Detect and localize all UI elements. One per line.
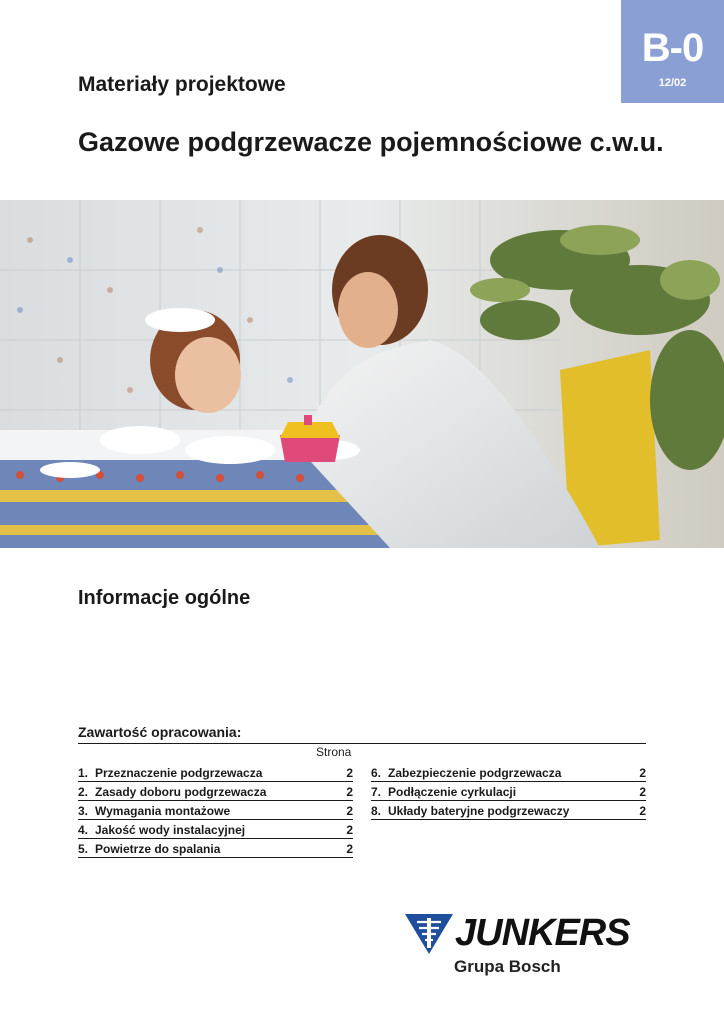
toc-page-column-header: Strona bbox=[316, 745, 352, 759]
toc-entry-page: 2 bbox=[346, 785, 353, 799]
toc-entry-label: Powietrze do spalania bbox=[95, 842, 221, 856]
toc-entry bbox=[371, 782, 646, 801]
brand-name: JUNKERS bbox=[455, 912, 630, 954]
document-title: Gazowe podgrzewacze pojemnościowe c.w.u. bbox=[78, 127, 664, 157]
document-date: 12/02 bbox=[658, 77, 687, 89]
document-code-badge bbox=[621, 0, 724, 103]
toc-entry-label: Przeznaczenie podgrzewacza bbox=[95, 766, 263, 780]
toc-entry-label: Zabezpieczenie podgrzewacza bbox=[388, 766, 562, 780]
toc-entry-page: 2 bbox=[346, 804, 353, 818]
toc-entry bbox=[78, 763, 353, 782]
toc-entry-label: Układy bateryjne podgrzewaczy bbox=[388, 804, 570, 818]
toc-divider bbox=[78, 743, 646, 744]
toc-entry bbox=[78, 801, 353, 820]
toc-left-column bbox=[78, 763, 353, 858]
toc-entry-number: 7. bbox=[371, 785, 382, 799]
toc-entry-number: 2. bbox=[78, 785, 89, 799]
toc-entry-number: 1. bbox=[78, 766, 89, 780]
toc-entry-number: 6. bbox=[371, 766, 382, 780]
toc-entry-page: 2 bbox=[346, 766, 353, 780]
toc-entry-number: 8. bbox=[371, 804, 382, 818]
toc-entry-label: Jakość wody instalacyjnej bbox=[95, 823, 246, 837]
toc-entry-number: 3. bbox=[78, 804, 89, 818]
toc-entry-label: Zasady doboru podgrzewacza bbox=[95, 785, 267, 799]
toc-right-column bbox=[371, 763, 646, 820]
toc-entry-number: 4. bbox=[78, 823, 89, 837]
toc-entry-page: 2 bbox=[346, 823, 353, 837]
bathroom-photo-icon bbox=[0, 200, 724, 548]
toc-entry-page: 2 bbox=[639, 785, 646, 799]
document-code: B-0 bbox=[641, 26, 704, 70]
toc-entry bbox=[78, 820, 353, 839]
toc-entry-page: 2 bbox=[346, 842, 353, 856]
toc-entry bbox=[78, 839, 353, 858]
junkers-logo bbox=[405, 910, 650, 980]
toc-entry bbox=[78, 782, 353, 801]
toc-entry-number: 5. bbox=[78, 842, 89, 856]
junkers-logo-icon bbox=[405, 912, 453, 956]
brand-tagline: Grupa Bosch bbox=[454, 957, 561, 976]
toc-entry-page: 2 bbox=[639, 804, 646, 818]
toc-entry-page: 2 bbox=[639, 766, 646, 780]
section-title: Informacje ogólne bbox=[78, 587, 251, 609]
toc-entry-label: Podłączenie cyrkulacji bbox=[388, 785, 517, 799]
toc-entry bbox=[371, 763, 646, 782]
toc-entry-label: Wymagania montażowe bbox=[95, 804, 231, 818]
toc-heading: Zawartość opracowania: bbox=[78, 724, 242, 740]
document-category: Materiały projektowe bbox=[78, 73, 286, 96]
toc-entry bbox=[371, 801, 646, 820]
